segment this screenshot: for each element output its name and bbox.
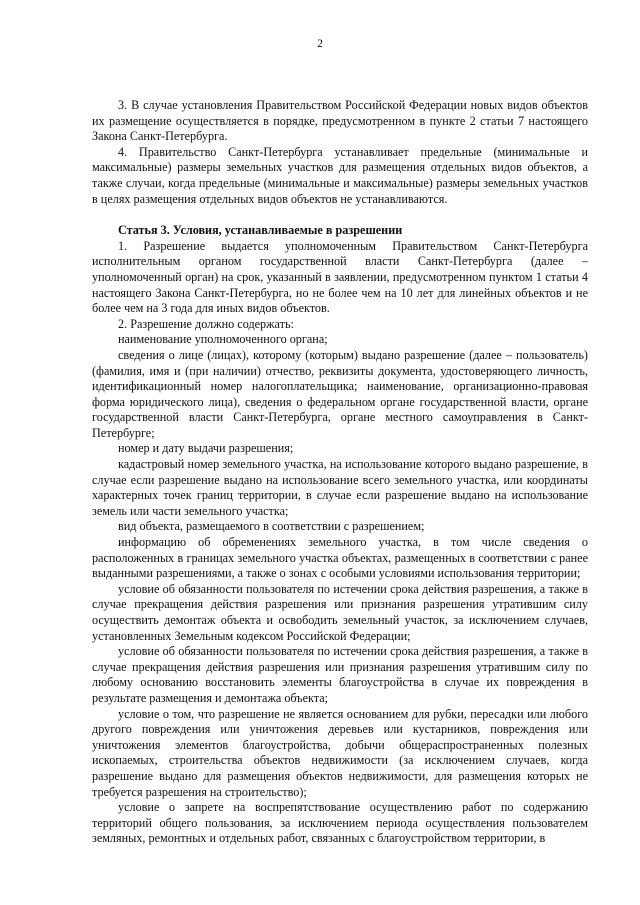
article-heading: Статья 3. Условия, устанавливаемые в разрешении xyxy=(118,223,403,238)
permit-content-item: номер и дату выдачи разрешения; xyxy=(118,441,294,456)
permit-content-item: информацию об обременениях земельного участка, в том числе сведения о расположенных в границах земельного участка объектах, размещенных в соответствии с ранее выданными разрешениями, а также о зонах с особыми условиями использования территории; xyxy=(92,535,588,581)
permit-content-item: условие об обязанности пользователя по истечении срока действия разрешения, а также в случае прекращения действия разрешения или признания разрешения утратившим силу осуществить демонтаж объекта и освободить земельный участок, за исключением случаев, установленных Земельным кодексом Российской Федерации; xyxy=(92,581,588,643)
permit-content-item: условие о запрете на воспрепятствование осуществлению работ по содержанию территорий общего пользования, за исключением периода осуществления пользователем земляных, ремонтных и отдельных работ, связанных с благоустройством территории, в xyxy=(92,800,588,846)
permit-content-item: сведения о лице (лицах), которому (которым) выдано разрешение (далее – пользователь) (фамилия, имя и (при наличии) отчество, реквизиты документа, удостоверяющего личность, идентификационный номер налогоплательщика; наименование, организационно-правовая форма юридического лица), сведения о федеральном органе государственной власти, органе государственной власти Санкт-Петербурга, органе местного самоуправления в Санкт-Петербурге; xyxy=(92,347,588,440)
permit-content-item: наименование уполномоченного органа; xyxy=(118,332,328,347)
article-clause-1: 1. Разрешение выдается уполномоченным Правительством Санкт-Петербурга исполнительным органом государственной власти Санкт-Петербурга (далее – уполномоченный орган) на срок, указанный в заявлении, предусмотренном пунктом 1 статьи 4 настоящего Закона Санкт-Петербурга, но не более чем на 10 лет для линейных объектов и не более чем на 3 года для иных видов объектов. xyxy=(92,238,588,316)
paragraph-item-3: 3. В случае установления Правительством Российской Федерации новых видов объектов их размещение осуществляется в порядке, предусмотренном в пункте 2 статьи 7 настоящего Закона Санкт-Петербурга. xyxy=(92,98,588,144)
permit-content-item: условие об обязанности пользователя по истечении срока действия разрешения, а также в случае прекращения действия разрешения или признания разрешения утратившим силу по любому основанию восстановить элементы благоустройства в случае их повреждения в результате размещения и демонтажа объекта; xyxy=(92,644,588,705)
permit-content-item: условие о том, что разрешение не является основанием для рубки, пересадки или любого другого повреждения или уничтожения деревьев или кустарников, повреждения или уничтожения элементов благоустройства, добычи общераспространенных полезных ископаемых, строительства объектов недвижимости (за исключением случаев, когда разрешение выдано для размещения объектов недвижимости, для размещения которых не требуется разрешения на строительство); xyxy=(92,706,588,799)
article-clause-2: 2. Разрешение должно содержать: xyxy=(118,316,294,331)
paragraph-item-4: 4. Правительство Санкт-Петербурга устанавливает предельные (минимальные и максимальные) размеры земельных участков для размещения отдельных видов объектов, а также случаи, когда предельные (минимальные и максимальные) размеры земельных участков в целях размещения отдельных видов объектов не устанавливаются. xyxy=(92,144,588,206)
permit-content-item: кадастровый номер земельного участка, на использование которого выдано разрешение, в случае если разрешение выдано на использование всего земельного участка, или координаты характерных точек границ территории, в случае если разрешение выдано на использование земель или части земельного участка; xyxy=(92,457,588,518)
page-number: 2 xyxy=(317,38,323,50)
document-body xyxy=(92,98,588,847)
permit-content-item: вид объекта, размещаемого в соответствии с разрешением; xyxy=(118,519,425,534)
